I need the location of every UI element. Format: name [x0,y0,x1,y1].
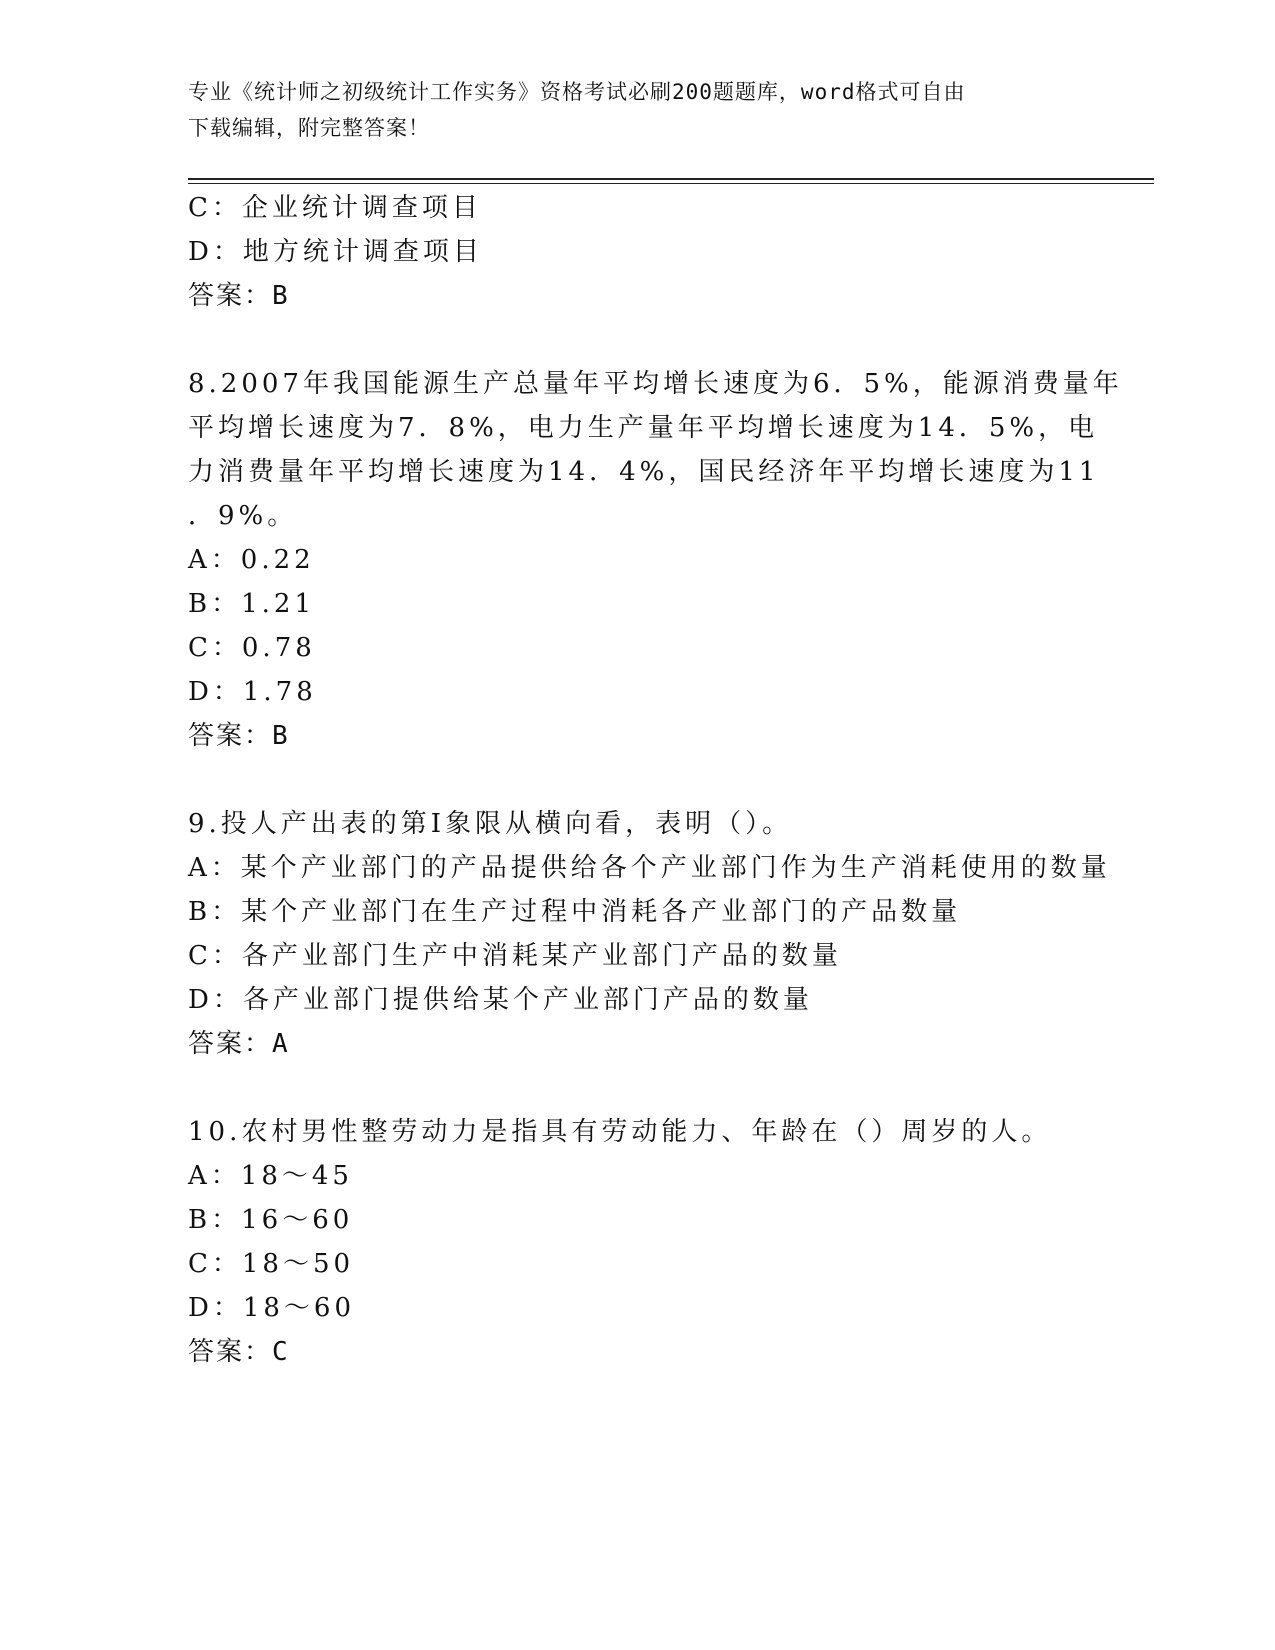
q9-answer: 答案：A [188,1029,290,1059]
header-line-1: 专业《统计师之初级统计工作实务》资格考试必刷200题题库，word格式可自由 [188,80,966,104]
q9-option-c: C：各产业部门生产中消耗某产业部门产品的数量 [188,941,842,971]
q9-option-d: D：各产业部门提供给某个产业部门产品的数量 [188,985,813,1015]
q9-stem: 9.投人产出表的第Ⅰ象限从横向看，表明（）。 [188,809,793,839]
q8-option-b: B：1.21 [188,589,315,619]
q10-option-d: D：18～60 [188,1293,356,1323]
q8-answer: 答案：B [188,721,290,751]
q8-stem-line-2: 平均增长速度为7．8%，电力生产量年平均增长速度为14．5%，电 [188,413,1099,443]
q7-option-c: C：企业统计调查项目 [188,193,482,223]
q7-answer: 答案：B [188,281,290,311]
document-header [188,74,1068,146]
q8-stem-line-3: 力消费量年平均增长速度为14．4%，国民经济年平均增长速度为11 [188,457,1100,487]
q10-answer: 答案：C [188,1337,290,1367]
q9-option-a: A：某个产业部门的产品提供给各个产业部门作为生产消耗使用的数量 [188,853,1111,883]
q8-stem-line-4: ．9%。 [188,501,298,531]
q8-stem-line-1: 8.2007年我国能源生产总量年平均增长速度为6．5%，能源消费量年 [188,369,1123,399]
q8-option-a: A：0.22 [188,545,315,575]
q10-option-a: A：18～45 [188,1161,353,1191]
q7-option-d: D：地方统计调查项目 [188,237,483,267]
q10-stem: 10.农村男性整劳动力是指具有劳动能力、年龄在（）周岁的人。 [188,1117,1052,1147]
header-divider-thick [188,178,1154,180]
header-line-2: 下载编辑，附完整答案！ [188,116,430,140]
header-divider-thin [188,183,1154,184]
q9-option-b: B：某个产业部门在生产过程中消耗各产业部门的产品数量 [188,897,962,927]
q8-option-c: C：0.78 [188,633,316,663]
q10-option-c: C：18～50 [188,1249,355,1279]
q8-option-d: D：1.78 [188,677,317,707]
q10-option-b: B：16～60 [188,1205,354,1235]
